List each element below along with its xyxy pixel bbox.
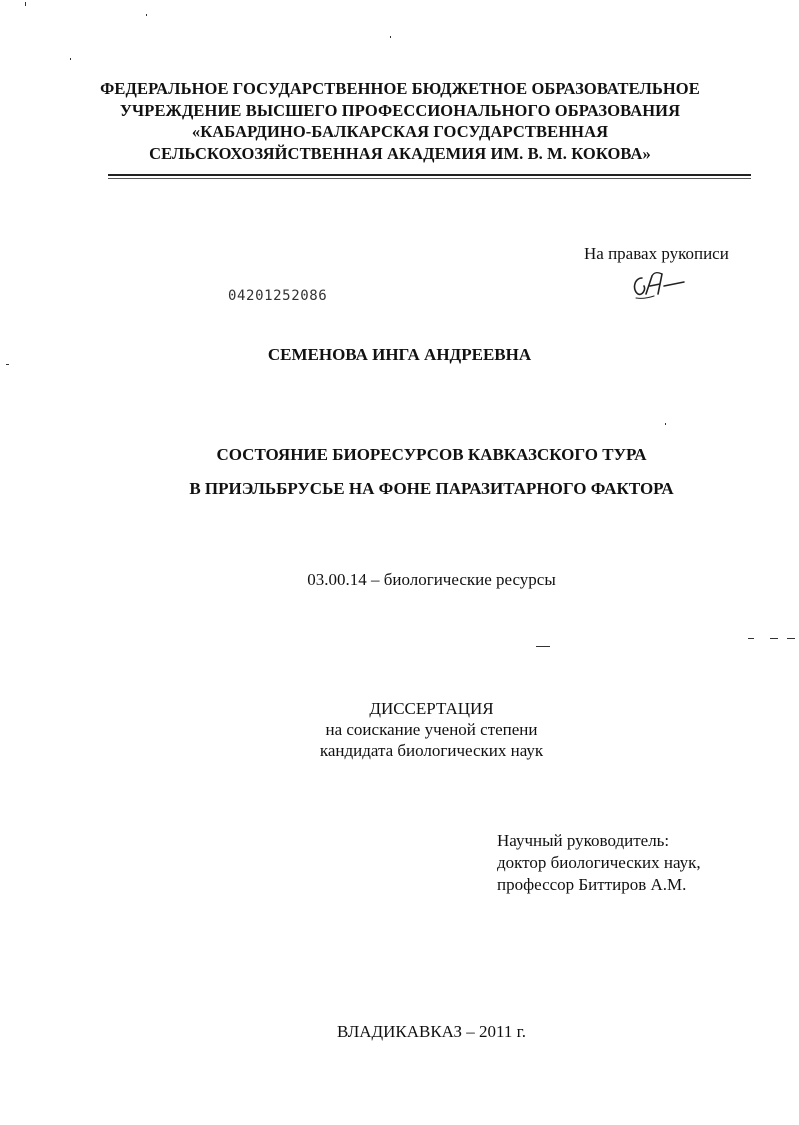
scan-mark [70, 58, 71, 60]
manuscript-rights-note: На правах рукописи [584, 244, 729, 263]
header-line: СЕЛЬСКОХОЗЯЙСТВЕННАЯ АКАДЕМИЯ ИМ. В. М. КОКОВА» [149, 143, 651, 163]
dissertation-heading: ДИССЕРТАЦИЯ [369, 699, 494, 718]
dissertation-block [0, 698, 799, 761]
header-divider-thin [108, 178, 751, 179]
scan-mark [536, 646, 550, 647]
title-line: СОСТОЯНИЕ БИОРЕСУРСОВ КАВКАЗСКОГО ТУРА [216, 445, 647, 464]
handwritten-signature-icon [628, 268, 686, 304]
scan-mark [787, 638, 795, 639]
dissertation-line: кандидата биологических наук [319, 741, 544, 760]
header-line: «КАБАРДИНО-БАЛКАРСКАЯ ГОСУДАРСТВЕННАЯ [191, 122, 609, 141]
supervisor-line: доктор биологических наук, [497, 853, 701, 872]
supervisor-line: Научный руководитель: [497, 831, 670, 850]
scan-mark [748, 638, 754, 639]
dissertation-line: на соискание ученой степени [325, 720, 538, 739]
header-line: УЧРЕЖДЕНИЕ ВЫСШЕГО ПРОФЕССИОНАЛЬНОГО ОБРАЗОВАНИЯ [119, 100, 681, 120]
scan-mark [390, 36, 391, 38]
scan-mark [665, 423, 666, 425]
scan-mark [6, 364, 9, 365]
scan-mark [25, 2, 26, 6]
supervisor-line: профессор Биттиров А.М. [497, 875, 687, 894]
dissertation-title [0, 438, 799, 506]
city-year: ВЛАДИКАВКАЗ – 2011 г. [337, 1022, 526, 1041]
header-line: ФЕДЕРАЛЬНОЕ ГОСУДАРСТВЕННОЕ БЮДЖЕТНОЕ ОБРАЗОВАТЕЛЬНОЕ [100, 79, 700, 98]
scan-mark [770, 638, 778, 639]
header-divider-thick [108, 174, 751, 176]
title-line: В ПРИЭЛЬБРУСЬЕ НА ФОНЕ ПАРАЗИТАРНОГО ФАКТОРА [189, 479, 674, 498]
specialty-code: 03.00.14 – биологические ресурсы [307, 570, 556, 589]
catalog-number: 04201252086 [228, 288, 328, 304]
supervisor-block [497, 830, 701, 896]
author-name: СЕМЕНОВА ИНГА АНДРЕЕВНА [267, 345, 532, 364]
institution-header [80, 78, 720, 164]
scan-mark [146, 14, 147, 16]
